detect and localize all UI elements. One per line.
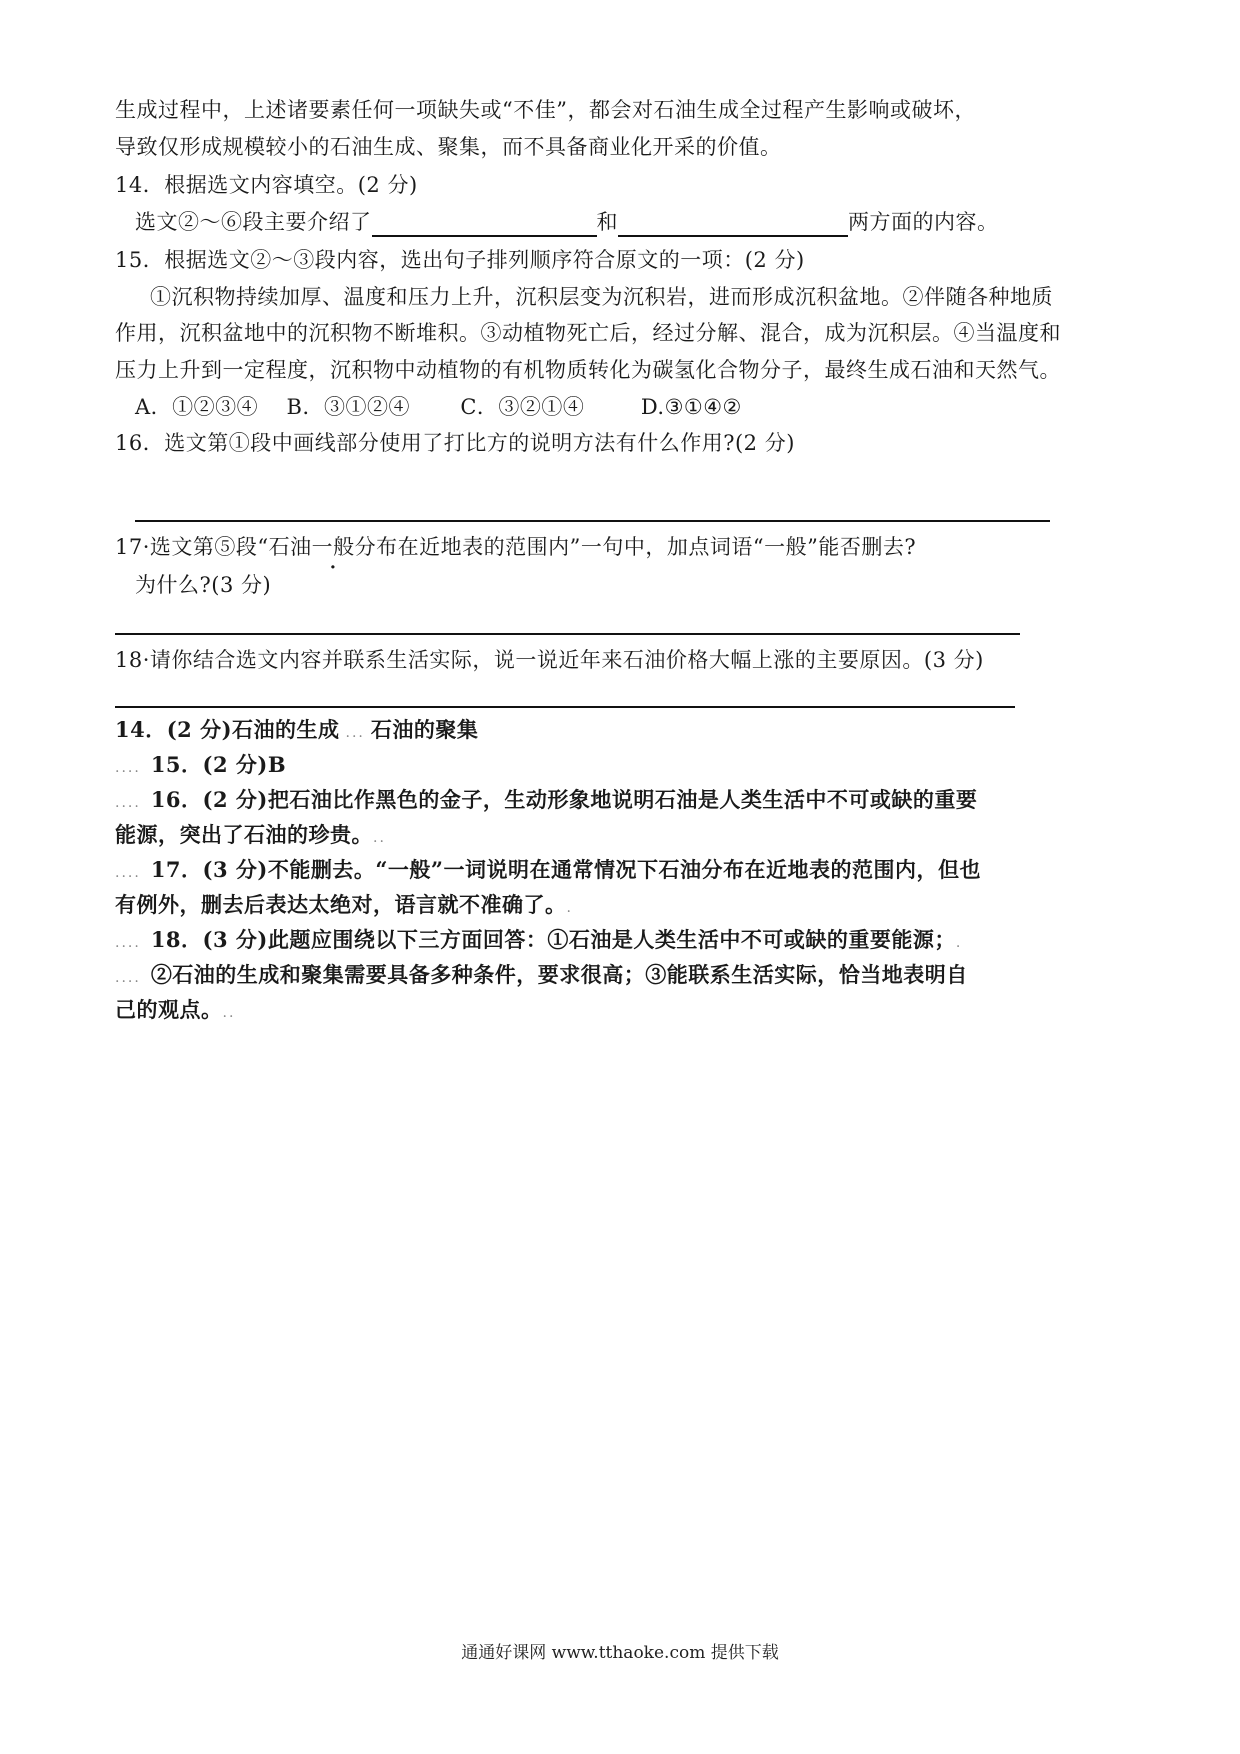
answer-16-line-2: 能源，突出了石油的珍贵。.. (115, 822, 386, 847)
answer-17-line-1: .... 17．(3 分)不能删去。“一般”一词说明在通常情况下石油分布在近地表的范围内，但也 (115, 857, 981, 882)
option-d[interactable]: D.③①④② (640, 395, 742, 419)
question-16-stem: 16．选文第①段中画线部分使用了打比方的说明方法有什么作用?(2 分) (115, 431, 795, 455)
answer-18-line-3: 己的观点。.. (115, 997, 236, 1022)
answer-17-text-2: 有例外，删去后表达太绝对，语言就不准确了。 (115, 892, 567, 917)
q18-answer-line[interactable] (115, 706, 1015, 708)
answer-16-text-1: 16．(2 分)把石油比作黑色的金子，生动形象地说明石油是人类生活中不可或缺的重要 (150, 787, 978, 812)
answer-18-text-2: ②石油的生成和聚集需要具备多种条件，要求很高；③能联系生活实际，恰当地表明自 (150, 962, 968, 987)
answer-14: 14．(2 分)石油的生成 ... 石油的聚集 (115, 717, 479, 742)
q14-fill-mid: 和 (596, 210, 618, 234)
answer-14-part-1: 14．(2 分)石油的生成 (115, 717, 340, 742)
answer-17-line-2: 有例外，删去后表达太绝对，语言就不准确了。. (115, 892, 573, 917)
option-a[interactable]: A．①②③④ (135, 395, 259, 419)
q17-stem-a: 17·选文第⑤段“石油 (115, 535, 312, 559)
answer-16-text-2: 能源，突出了石油的珍贵。 (115, 822, 373, 847)
passage-line-2: 导致仅形成规模较小的石油生成、聚集，而不具备商业化开采的价值。 (115, 135, 782, 159)
answer-18-text-3: 己的观点。 (115, 997, 223, 1022)
q14-blank-1[interactable] (372, 213, 597, 237)
q17-stem-b: 分布在近地表的范围内”一句中，加点词语“一般”能否删去? (354, 535, 917, 559)
question-14-stem: 14．根据选文内容填空。(2 分) (115, 173, 418, 197)
q14-fill-prefix: 选文②～⑥段主要介绍了 (135, 210, 372, 234)
page-footer: 通通好课网 www.tthaoke.com 提供下载 (461, 1643, 779, 1663)
answer-17-text-1: 17．(3 分)不能删去。“一般”一词说明在通常情况下石油分布在近地表的范围内，但也 (150, 857, 981, 882)
question-15-options (135, 392, 742, 422)
answer-16-line-1: .... 16．(2 分)把石油比作黑色的金子，生动形象地说明石油是人类生活中不可或缺的重要 (115, 787, 978, 812)
answer-18-text-1: 18．(3 分)此题应围绕以下三方面回答：①石油是人类生活中不可或缺的重要能源； (150, 927, 956, 952)
q16-answer-line[interactable] (135, 520, 1050, 522)
q14-blank-2[interactable] (618, 213, 848, 237)
answer-18-line-2: .... ②石油的生成和聚集需要具备多种条件，要求很高；③能联系生活实际，恰当地表明自 (115, 962, 968, 987)
question-14-fill (135, 207, 999, 237)
question-15-text-1: ①沉积物持续加厚、温度和压力上升，沉积层变为沉积岩，进而形成沉积盆地。②伴随各种地质 (150, 285, 1053, 309)
q17-answer-line[interactable] (115, 633, 1020, 635)
option-c[interactable]: C．③②①④ (460, 395, 585, 419)
q14-fill-suffix: 两方面的内容。 (848, 210, 999, 234)
question-18-stem: 18·请你结合选文内容并联系生活实际，说一说近年来石油价格大幅上涨的主要原因。(3 分) (115, 648, 984, 672)
answer-15: .... 15．(2 分)B (115, 752, 287, 777)
question-15-text-3: 压力上升到一定程度，沉积物中动植物的有机物质转化为碳氢化合物分子，最终生成石油和天然气。 (115, 358, 1061, 382)
q17-emphasized-word: 一般 (311, 535, 355, 559)
question-17-stem-2: 为什么?(3 分) (135, 573, 272, 597)
passage-line-1: 生成过程中，上述诸要素任何一项缺失或“不佳”，都会对石油生成全过程产生影响或破坏， (115, 98, 976, 122)
option-b[interactable]: B．③①②④ (286, 395, 410, 419)
question-15-text-2: 作用，沉积盆地中的沉积物不断堆积。③动植物死亡后，经过分解、混合，成为沉积层。④当温度和 (115, 321, 1061, 345)
answer-14-part-2: 石油的聚集 (370, 717, 479, 742)
question-15-stem: 15．根据选文②～③段内容，选出句子排列顺序符合原文的一项：(2 分) (115, 248, 805, 272)
answer-18-line-1: .... 18．(3 分)此题应围绕以下三方面回答：①石油是人类生活中不可或缺的重要能源；. (115, 927, 963, 952)
answer-15-text: 15．(2 分)B (150, 752, 287, 777)
question-17-stem (115, 532, 916, 562)
